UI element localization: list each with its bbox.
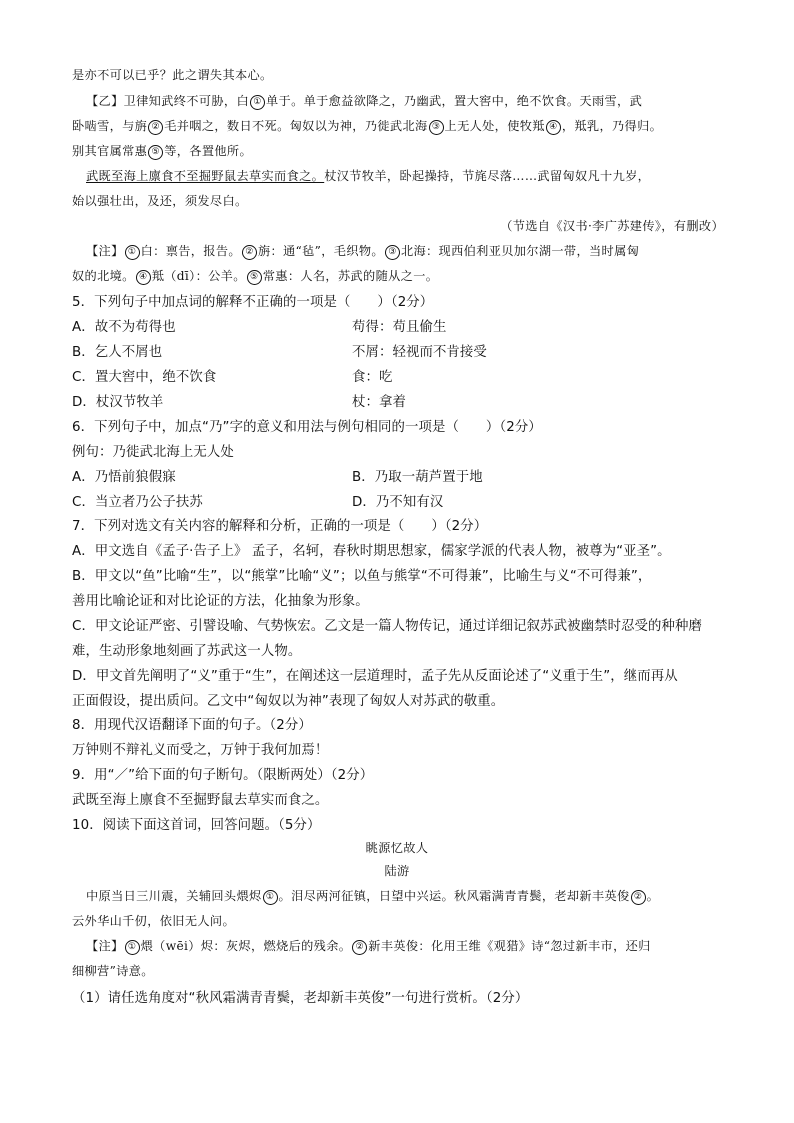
q5-option-c: C．置大窖中，绝不饮食: [72, 370, 217, 385]
question-9-stem: 9．用“／”给下面的句子断句。（限断两处）（2分）: [72, 768, 374, 783]
note-marker-4: ④: [136, 270, 151, 285]
passage-notes: [72, 267, 438, 285]
poem-notes: [86, 937, 651, 955]
question-6-stem: 6．下列句子中，加点“乃”字的意义和用法与例句相同的一项是（ ）（2分）: [72, 420, 542, 435]
passage-text: 上无人处，使牧羝: [444, 119, 545, 133]
q5-option-b-gloss: 不屑：轻视而不肯接受: [352, 345, 487, 360]
q10-sub-question-1: （1）请任选角度对“秋风霜满青青鬓，老却新丰英俊”一句进行赏析。（2分）: [72, 991, 529, 1006]
q5-option-c-gloss: 食：吃: [352, 370, 393, 385]
note-text: 常惠：人名，苏武的随从之一。: [262, 269, 439, 283]
note-marker-1: ①: [263, 890, 278, 905]
note-marker-3: ③: [385, 245, 400, 260]
note-label: 【注】: [86, 939, 124, 953]
q5-option-d: D．杖汉节牧羊: [72, 395, 164, 410]
passage-text: 单于。单于愈益欲降之，乃幽武，置大窖中，绝不饮食。天雨雪，武: [266, 94, 643, 108]
passage-source: （节选自《汉书·李广苏建传》，有删改）: [500, 219, 724, 233]
question-7-stem: 7．下列对选文有关内容的解释和分析，正确的一项是（ ）（2分）: [72, 519, 488, 534]
q7-option-d-cont: 正面假设，提出质问。乙文中“匈奴以为神”表现了匈奴人对苏武的敬重。: [72, 694, 505, 709]
q6-option-d: D．乃不知有汉: [352, 495, 444, 510]
passage-text: ，羝乳，乃得归。: [561, 119, 663, 133]
passage-text: 别其官属常惠: [72, 144, 148, 158]
note-text: 北海：现西伯利亚贝加尔湖一带，当时属匈: [400, 244, 640, 258]
poem-line: [86, 887, 659, 905]
passage-line: 始以强壮出，及还，须发尽白。: [72, 194, 248, 208]
q7-option-b-cont: 善用比喻论证和对比论证的方法，化抽象为形象。: [72, 594, 369, 609]
q8-sentence: 万钟则不辩礼义而受之，万钟于我何加焉！: [72, 743, 329, 758]
passage-text: 等，各置他所。: [164, 144, 252, 158]
note-text: 白：禀告，报告。: [140, 244, 241, 258]
q7-option-a: A．甲文选自《孟子·告子上》 孟子，名轲，春秋时期思想家，儒家学派的代表人物，被尊为“亚圣”。: [72, 544, 671, 559]
note-text: 新丰英俊：化用王维《观猎》诗“忽过新丰市，还归: [368, 939, 651, 953]
q6-option-c: C．当立者乃公子扶苏: [72, 495, 203, 510]
q9-sentence: 武既至海上廪食不至掘野鼠去草实而食之。: [72, 793, 329, 808]
poem-text: 。泪尽两河征镇，日望中兴运。秋风霜满青青鬓，老却新丰英俊: [278, 889, 630, 903]
question-10-stem: 10．阅读下面这首词，回答问题。（5分）: [72, 818, 321, 833]
q5-option-b: B．乞人不屑也: [72, 345, 163, 360]
note-marker-1: ①: [250, 95, 265, 110]
question-8-stem: 8．用现代汉语翻译下面的句子。（2分）: [72, 718, 312, 733]
note-marker-5: ⑤: [148, 145, 163, 160]
note-marker-5: ⑤: [247, 270, 262, 285]
note-text: 奴的北境。: [72, 269, 135, 283]
note-text: 旃：通“毡”，毛织物。: [257, 244, 384, 258]
poem-text: 。: [646, 889, 660, 903]
passage-text: 【乙】卫律知武终不可胁，白: [86, 94, 249, 108]
note-marker-2: ②: [352, 940, 367, 955]
q5-option-d-gloss: 杖：拿着: [352, 395, 406, 410]
q7-option-c: C．甲文论证严密、引譬设喻、气势恢宏。乙文是一篇人物传记，通过详细记叙苏武被幽禁时忍受的种种磨: [72, 619, 703, 634]
note-label: 【注】: [86, 244, 124, 258]
note-marker-1: ①: [125, 245, 140, 260]
q7-option-c-cont: 难，生动形象地刻画了苏武这一人物。: [72, 644, 302, 659]
passage-text: 卧啮雪，与旃: [72, 119, 148, 133]
passage-paragraph-line: [72, 117, 662, 135]
q7-option-b: B．甲文以“鱼”比喻“生”，以“熊掌”比喻“义”；以鱼与熊掌“不可得兼”，比喻生与义“不可得兼”，: [72, 569, 652, 584]
poem-author: 陆游: [384, 864, 410, 878]
passage-paragraph-line: [86, 92, 642, 110]
note-marker-1: ①: [125, 940, 140, 955]
q7-option-d: D．甲文首先阐明了“义”重于“生”，在阐述这一层道理时，孟子先从反面论述了“义重于生”，继而再从: [72, 669, 678, 684]
note-marker-2: ②: [631, 890, 646, 905]
passage-paragraph-line: [72, 142, 252, 160]
poem-notes: 细柳营”诗意。: [72, 964, 154, 978]
passage-line: 是亦不可以已乎？此之谓失其本心。: [72, 68, 273, 82]
note-marker-4: ④: [546, 120, 561, 135]
passage-notes: [86, 242, 639, 260]
q6-option-a: A．乃悟前狼假寐: [72, 470, 176, 485]
poem-title: 眺源忆故人: [365, 841, 429, 855]
q6-example: 例句：乃徙武北海上无人处: [72, 445, 234, 460]
q5-option-a-gloss: 苟得：苟且偷生: [352, 320, 447, 335]
poem-line: 云外华山千仞，依旧无人问。: [72, 914, 235, 928]
note-text: 煨（wēi）烬：灰烬，燃烧后的残余。: [140, 939, 352, 953]
underlined-sentence: 武既至海上廪食不至掘野鼠去草实而食之。: [86, 169, 325, 183]
poem-text: 中原当日三川震，关辅回头煨烬: [86, 889, 262, 903]
question-5-stem: 5．下列句子中加点词的解释不正确的一项是（ ）（2分）: [72, 295, 434, 310]
passage-paragraph-line: [86, 167, 650, 184]
q5-option-a: A．故不为苟得也: [72, 320, 176, 335]
note-marker-2: ②: [148, 120, 163, 135]
q6-option-b: B．乃取一葫芦置于地: [352, 470, 483, 485]
passage-text: 毛并咽之，数日不死。匈奴以为神，乃徙武北海: [164, 119, 428, 133]
note-text: 羝（dī）：公羊。: [151, 269, 246, 283]
note-marker-3: ③: [429, 120, 444, 135]
passage-text: 杖汉节牧羊，卧起操持，节旄尽落……武留匈奴凡十九岁，: [324, 169, 651, 183]
note-marker-2: ②: [242, 245, 257, 260]
